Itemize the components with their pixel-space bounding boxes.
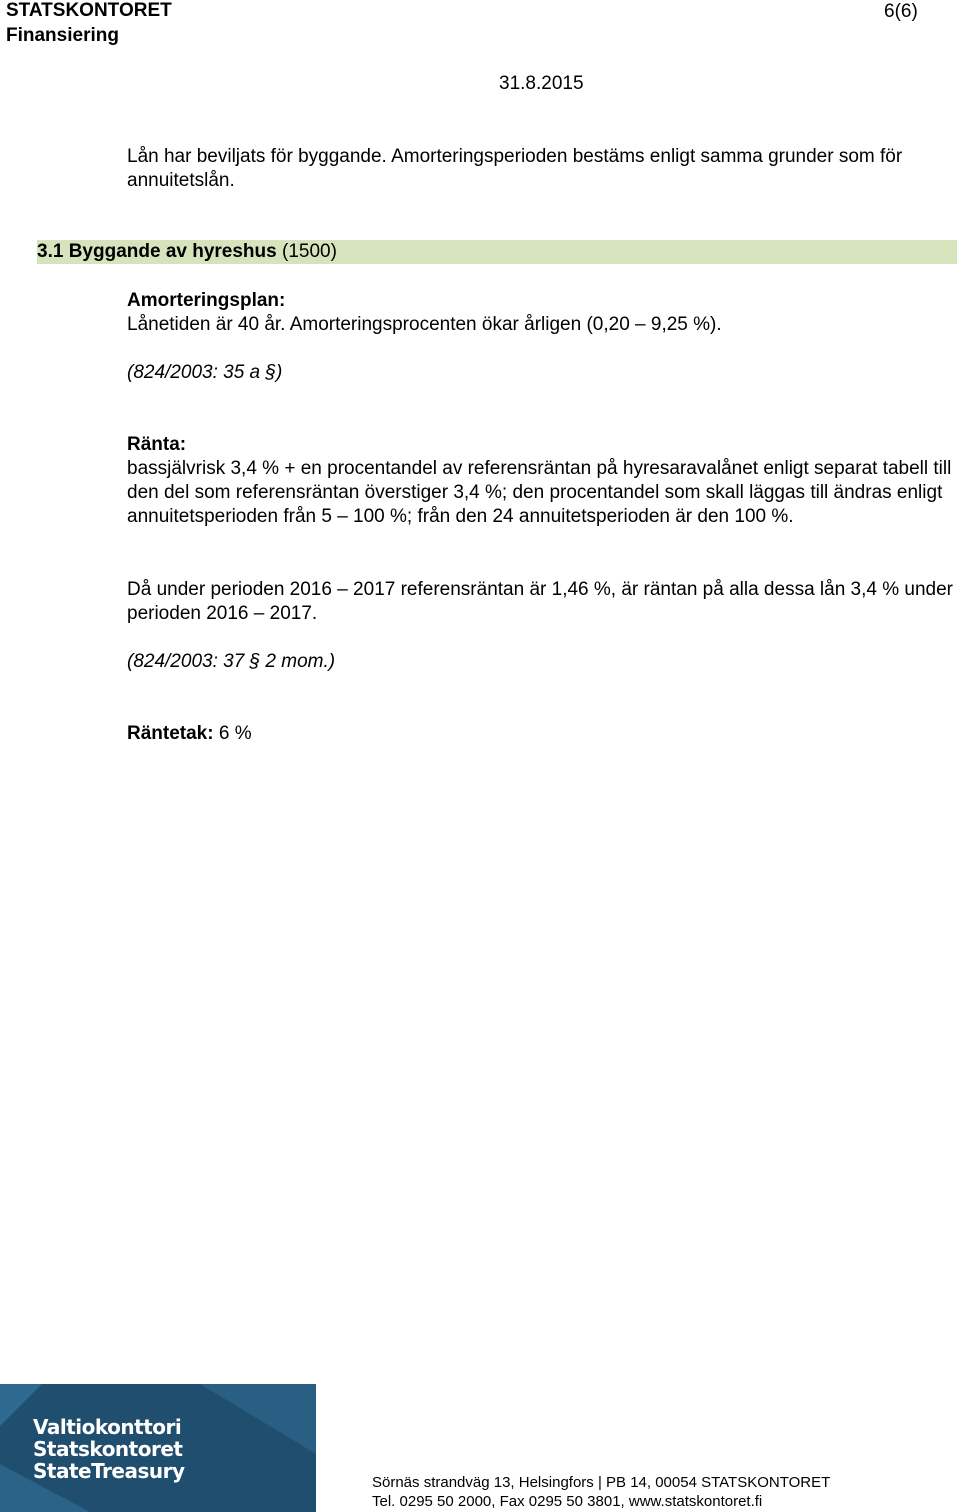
interest-legal-ref: (824/2003: 37 § 2 mom.) bbox=[127, 651, 336, 672]
amortization-text: Lånetiden är 40 år. Amorteringsprocenten ökar årligen (0,20 – 9,25 %). bbox=[127, 314, 722, 335]
document-date: 31.8.2015 bbox=[499, 73, 584, 94]
header-org: STATSKONTORET bbox=[6, 0, 172, 21]
section-code: (1500) bbox=[282, 241, 337, 262]
interest-cap-value: 6 % bbox=[218, 723, 252, 744]
state-treasury-logo bbox=[0, 1384, 316, 1512]
footer-address: Sörnäs strandväg 13, Helsingfors | PB 14, 00054 STATSKONTORET bbox=[372, 1474, 831, 1491]
interest-cap bbox=[127, 722, 252, 746]
logo-line-en: StateTreasury bbox=[33, 1459, 185, 1483]
header-subject: Finansiering bbox=[6, 25, 119, 46]
interest-text: bassjälvrisk 3,4 % + en procentandel av referensräntan på hyresaravalånet enligt separat tabell till den del som referensräntan överstiger 3,4 %; den procentandel som skall läggas till ändras enligt annuitetsperioden från 5 – 100 %; från den 24 annuitetsperioden är den 100 %. bbox=[127, 458, 952, 527]
logo-line-sv: Statskontoret bbox=[33, 1437, 183, 1461]
footer-contact: Tel. 0295 50 2000, Fax 0295 50 3801, www.statskontoret.fi bbox=[372, 1493, 763, 1510]
logo-line-fi: Valtiokonttori bbox=[33, 1415, 182, 1439]
section-heading bbox=[37, 240, 957, 264]
interest-period-text: Då under perioden 2016 – 2017 referensräntan är 1,46 %, är räntan på alla dessa lån 3,4 % under perioden 2016 – 2017. bbox=[127, 579, 954, 624]
interest-heading: Ränta: bbox=[127, 434, 187, 455]
section-title: 3.1 Byggande av hyreshus bbox=[37, 241, 277, 262]
amortization-legal-ref: (824/2003: 35 a §) bbox=[127, 362, 283, 383]
page-number: 6(6) bbox=[884, 1, 918, 22]
amortization-heading: Amorteringsplan: bbox=[127, 290, 286, 311]
intro-paragraph: Lån har beviljats för byggande. Amorteringsperioden bestäms enligt samma grunder som för annuitetslån. bbox=[127, 146, 903, 191]
interest-cap-label: Räntetak: bbox=[127, 723, 214, 744]
